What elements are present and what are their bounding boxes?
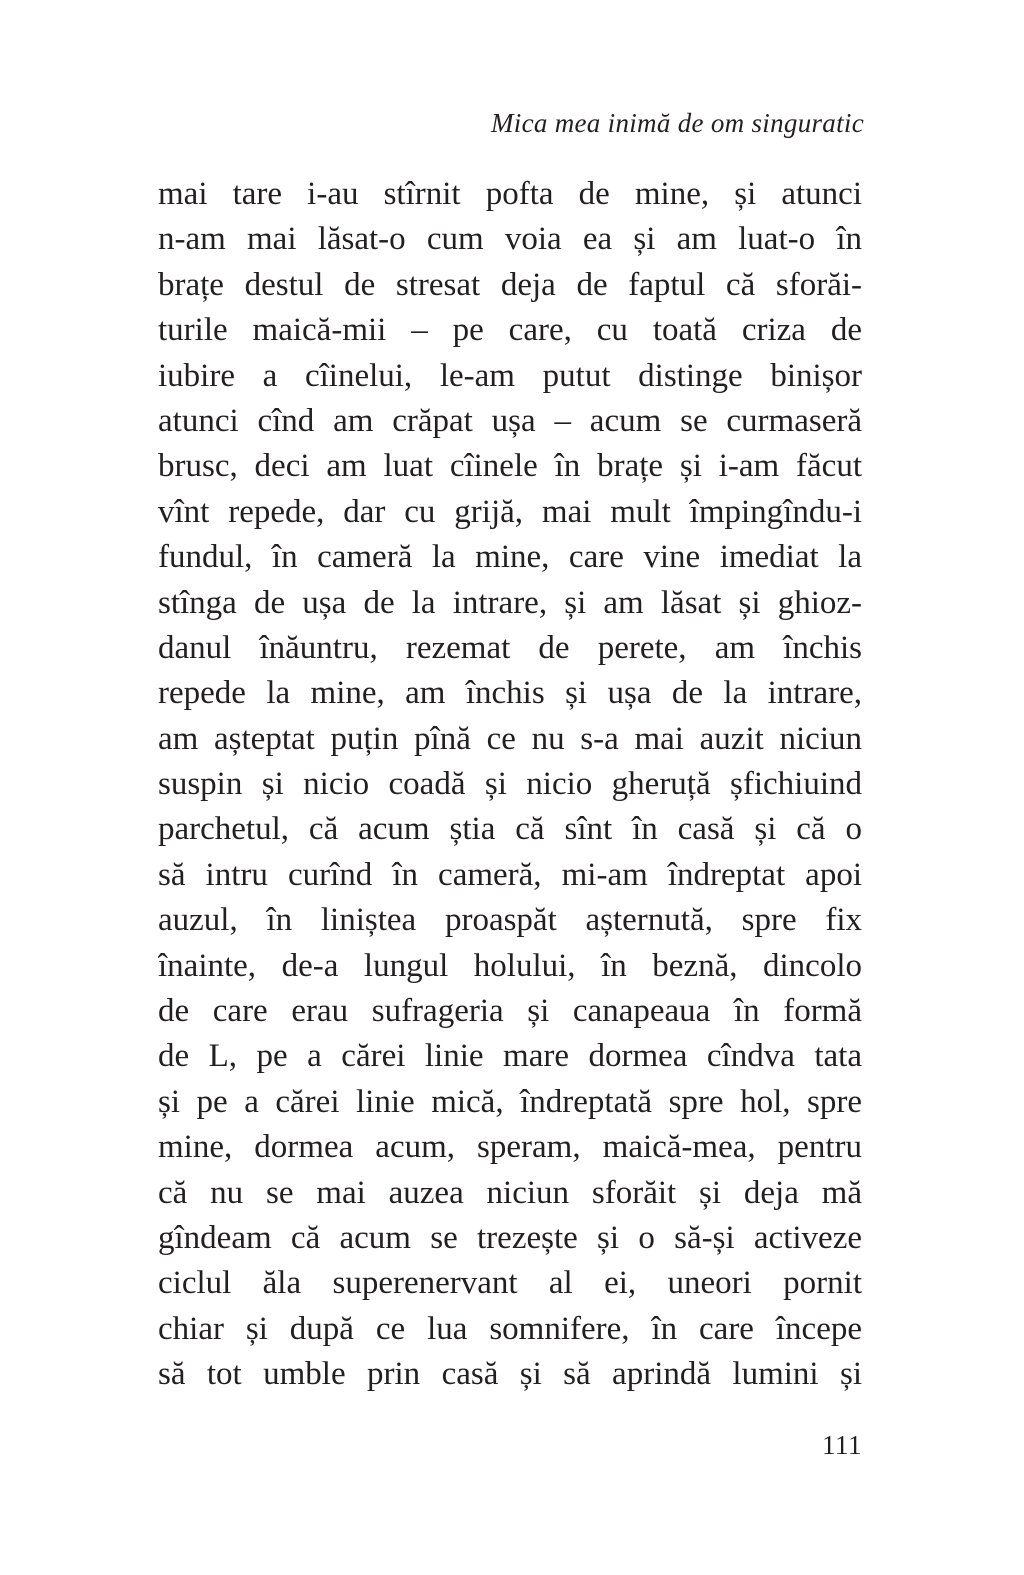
text-line: chiar și după ce lua somnifere, în care începe: [158, 1310, 862, 1347]
text-line: suspin și nicio coadă și nicio gheruță șfichiuind: [158, 766, 862, 803]
running-header-title: Mica mea inimă de om singuratic: [491, 108, 864, 138]
text-line: iubire a cîinelui, le-am putut distinge binișor: [158, 357, 862, 394]
text-line: să intru curînd în cameră, mi-am îndreptat apoi: [158, 856, 862, 893]
text-line: mai tare i-au stîrnit pofta de mine, și atunci: [158, 176, 862, 212]
text-line: mine, dormea acum, speram, maică-mea, pentru: [158, 1129, 862, 1166]
text-line: de care erau sufrageria și canapeaua în formă: [158, 993, 862, 1030]
text-line: fundul, în cameră la mine, care vine imediat la: [158, 539, 862, 576]
text-line: stînga de ușa de la intrare, și am lăsat și ghioz-: [158, 584, 862, 621]
text-line: vînt repede, dar cu grijă, mai mult împingîndu-i: [158, 493, 862, 530]
text-line: înainte, de-a lungul holului, în beznă, dincolo: [158, 947, 862, 984]
text-line: turile maică-mii – pe care, cu toată criza de: [158, 312, 862, 349]
text-line: brațe destul de stresat deja de faptul că sforăi-: [158, 266, 862, 303]
text-line: să tot umble prin casă și să aprindă lumini și: [158, 1356, 862, 1393]
page-number: 111: [822, 1430, 862, 1460]
text-line: danul înăuntru, rezemat de perete, am închis: [158, 629, 862, 666]
text-line: că nu se mai auzea niciun sforăit și deja mă: [158, 1174, 862, 1211]
text-line: atunci cînd am crăpat ușa – acum se curmaseră: [158, 402, 862, 439]
text-line: n-am mai lăsat-o cum voia ea și am luat-o în: [158, 221, 862, 258]
text-line: parchetul, că acum știa că sînt în casă și că o: [158, 811, 862, 848]
text-line: gîndeam că acum se trezește și o să-și activeze: [158, 1219, 862, 1256]
text-line: auzul, în liniștea proaspăt așternută, spre fix: [158, 902, 862, 939]
text-line: de L, pe a cărei linie mare dormea cîndva tata: [158, 1038, 862, 1075]
body-text: [158, 172, 862, 1398]
text-line: am așteptat puțin pînă ce nu s-a mai auzit niciun: [158, 720, 862, 757]
text-line: ciclul ăla superenervant al ei, uneori pornit: [158, 1265, 862, 1302]
text-line: brusc, deci am luat cîinele în brațe și i-am făcut: [158, 448, 862, 485]
text-line: și pe a cărei linie mică, îndreptată spre hol, spre: [158, 1083, 862, 1120]
text-line: repede la mine, am închis și ușa de la intrare,: [158, 675, 862, 712]
